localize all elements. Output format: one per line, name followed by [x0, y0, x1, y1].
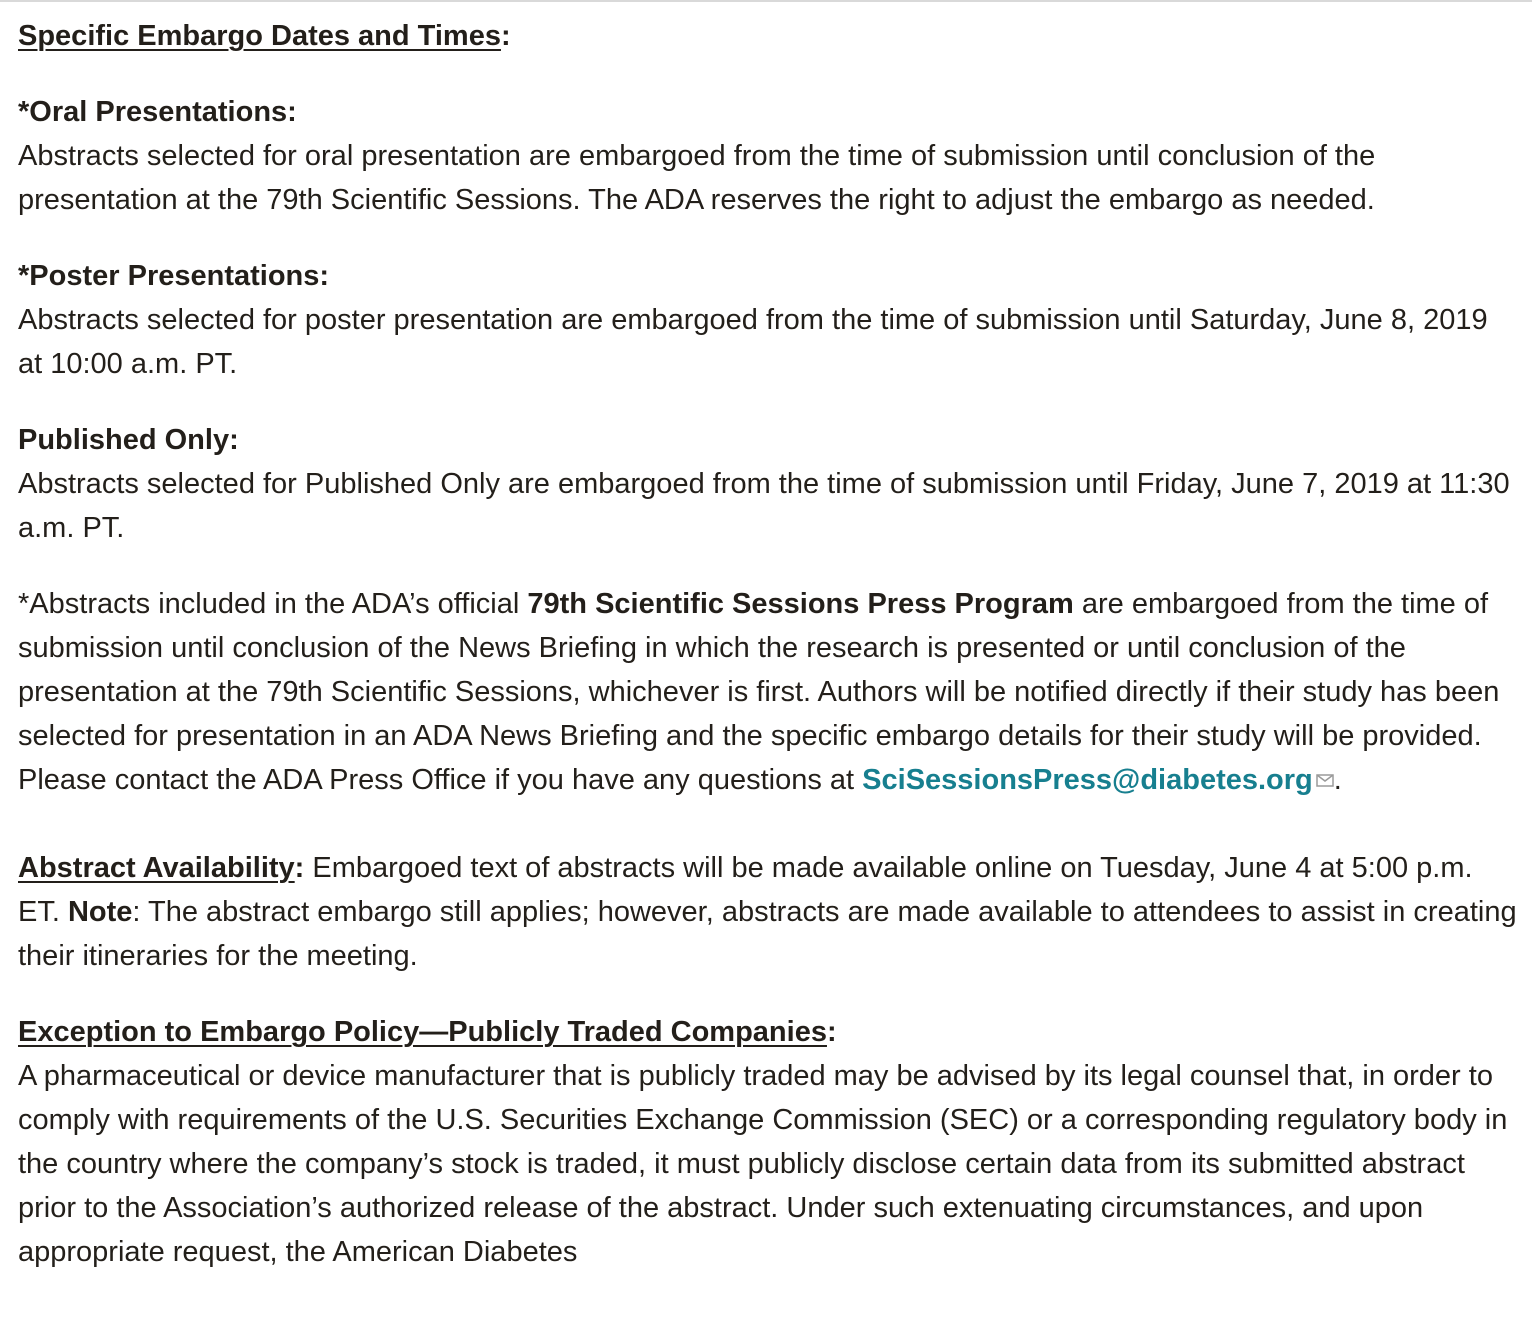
exception-heading: Exception to Embargo Policy—Publicly Traded Companies	[18, 1016, 827, 1048]
press-program-text: are embargoed from the time of submission until conclusion of the News Briefing in which the research is presented or until conclusion of the presentation at the 79th Scientific Sessions, whichever is first. Authors will be notified directly if their study has been selected for presentation in an ADA News Briefing and the specific embargo details for their study will be provided. Please contact the ADA Press Office if you have any questions at	[18, 588, 1500, 796]
press-program-title: 79th Scientific Sessions Press Program	[527, 588, 1074, 620]
published-only-text: Abstracts selected for Published Only are embargoed from the time of submission until Friday, June 7, 2019 at 11:30 a.m. PT.	[18, 468, 1510, 544]
abstract-availability-paragraph	[18, 846, 1518, 978]
spacer	[18, 978, 1518, 1010]
exception-heading-line	[18, 1010, 1518, 1054]
specific-embargo-heading-line	[18, 14, 1518, 58]
press-program-paragraph	[18, 582, 1518, 802]
poster-presentations-heading: *Poster Presentations:	[18, 260, 330, 292]
published-only-heading: Published Only:	[18, 424, 239, 456]
note-label: Note	[67, 896, 133, 928]
spacer	[18, 802, 1518, 846]
spacer	[18, 386, 1518, 418]
article-body	[18, 14, 1518, 1274]
press-program-prefix: *Abstracts included in the ADA’s official	[18, 588, 528, 620]
spacer	[18, 58, 1518, 90]
spacer	[18, 550, 1518, 582]
specific-embargo-colon: :	[500, 20, 511, 52]
spacer	[18, 222, 1518, 254]
press-program-suffix: .	[1333, 764, 1342, 796]
top-divider	[0, 0, 1532, 2]
abstract-availability-heading: Abstract Availability	[18, 852, 295, 884]
mail-icon	[1316, 774, 1334, 787]
specific-embargo-heading: Specific Embargo Dates and Times	[18, 20, 501, 52]
exception-text: A pharmaceutical or device manufacturer that is publicly traded may be advised by its legal counsel that, in order to comply with requirements of the U.S. Securities Exchange Commission (SEC) or a corresponding regulatory body in the country where the company’s stock is traded, it must publicly disclose certain data from its submitted abstract prior to the Association’s authorized release of the abstract. Under such extenuating circumstances, and upon appropriate request, the American Diabetes	[18, 1060, 1508, 1268]
oral-presentations-text: Abstracts selected for oral presentation are embargoed from the time of submission until conclusion of the presentation at the 79th Scientific Sessions. The ADA reserves the right to adjust the embargo as needed.	[18, 140, 1376, 216]
abstract-availability-colon: :	[294, 852, 305, 884]
note-text: : The abstract embargo still applies; however, abstracts are made available to attendees to assist in creating their itineraries for the meeting.	[18, 896, 1517, 972]
abstract-availability-text: Embargoed text of abstracts will be made available online on Tuesday, June 4 at 5:00 p.m. ET.	[18, 852, 1473, 928]
exception-colon: :	[826, 1016, 837, 1048]
poster-presentations-text: Abstracts selected for poster presentation are embargoed from the time of submission until Saturday, June 8, 2019 at 10:00 a.m. PT.	[18, 304, 1488, 380]
oral-presentations-heading: *Oral Presentations:	[18, 96, 297, 128]
press-email-link[interactable]: SciSessionsPress@diabetes.org	[862, 764, 1313, 796]
